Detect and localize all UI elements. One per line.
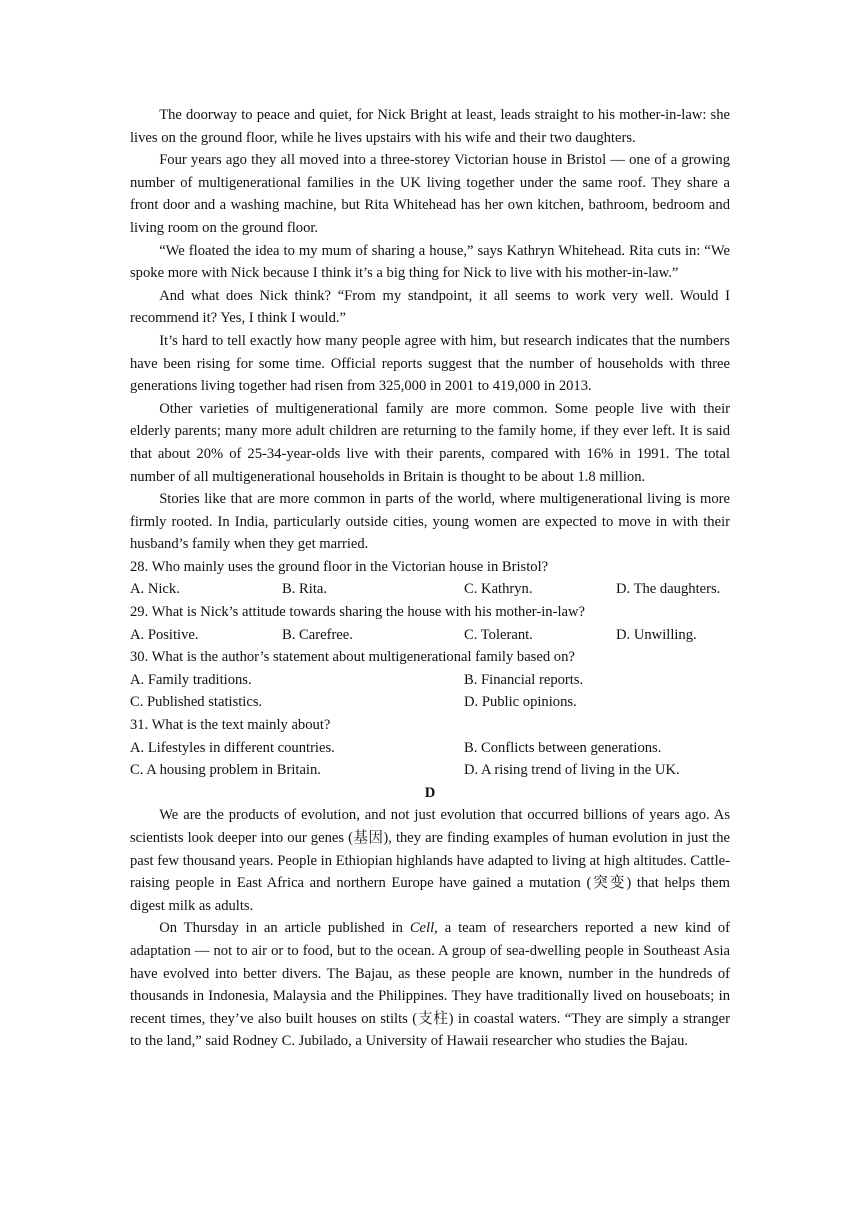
question-28-option-a: A. Nick. (130, 581, 180, 598)
passage-c-paragraph-2: Four years ago they all moved into a three-storey Victorian house in Bristol — one of a growing number of multigenerational families in the UK living together under the same roof. They share a front door and a washing machine, but Rita Whitehead has her own kitchen, bathroom, bedroom and living room on the ground floor. (130, 152, 730, 236)
passage-c-paragraph-5: It’s hard to tell exactly how many people agree with him, but research indicates that the numbers have been rising for some time. Official reports suggest that the number of households with three generations living together had risen from 325,000 in 2001 to 419,000 in 2013. (130, 332, 730, 395)
passage-c-paragraph-3: “We floated the idea to my mum of sharing a house,” says Kathryn Whitehead. Rita cuts in: “We spoke more with Nick because I think it’s a big thing for Nick to live with his mother-in-law.” (130, 242, 730, 282)
question-29-option-a: A. Positive. (130, 626, 199, 643)
passage-c-paragraph-7: Stories like that are more common in parts of the world, where multigenerational living is more firmly rooted. In India, particularly outside cities, young women are expected to move in with their husband’s family when they get married. (130, 491, 730, 553)
passage-d-paragraph-2 (130, 917, 730, 1053)
question-31-options-row-1 (130, 737, 730, 760)
question-29-stem: 29. What is Nick’s attitude towards sharing the house with his mother-in-law? (130, 604, 585, 621)
question-29-option-c: C. Tolerant. (464, 626, 533, 643)
passage-d-title: D (424, 784, 436, 801)
question-31-option-c: C. A housing problem in Britain. (130, 762, 321, 779)
passage-d-paragraph-2-before: On Thursday in an article published in (159, 920, 410, 937)
question-30-option-a: A. Family traditions. (130, 671, 252, 688)
passage-c-paragraph-6: Other varieties of multigenerational family are more common. Some people live with their elderly parents; many more adult children are returning to the family home, if they ever left. It is said that about 20% of 25-34-year-olds live with their parents, compared with 16% in 1991. The total number of all multigenerational households in Britain is thought to be about 1.8 million. (130, 400, 730, 485)
question-28-option-c: C. Kathryn. (464, 581, 533, 598)
question-31-option-d: D. A rising trend of living in the UK. (464, 762, 680, 779)
question-29-option-d: D. Unwilling. (616, 626, 697, 643)
question-30-option-b: B. Financial reports. (464, 671, 584, 688)
question-28-options (130, 578, 730, 601)
question-31-stem: 31. What is the text mainly about? (130, 717, 331, 734)
question-28-option-b: B. Rita. (282, 581, 327, 598)
question-28-stem: 28. Who mainly uses the ground floor in the Victorian house in Bristol? (130, 558, 549, 575)
question-30-options-row-2 (130, 691, 730, 714)
document-page (130, 104, 730, 1053)
passage-d-paragraph-1: We are the products of evolution, and not just evolution that occurred billions of years ago. As scientists look deeper into our genes (基因), they are finding examples of human evolution in just the past few thousand years. People in Ethiopian highlands have adapted to living at high altitudes. Cattle-raising people in East Africa and northern Europe have gained a mutation (突变) that helps them digest milk as adults. (130, 807, 730, 914)
question-30-options-row-1 (130, 669, 730, 692)
question-30-stem: 30. What is the author’s statement about multigenerational family based on? (130, 649, 575, 666)
passage-c-paragraph-4: And what does Nick think? “From my standpoint, it all seems to work very well. Would I recommend it? Yes, I think I would.” (130, 287, 730, 327)
question-28-option-d: D. The daughters. (616, 581, 721, 598)
question-30-option-d: D. Public opinions. (464, 694, 577, 711)
question-31-option-b: B. Conflicts between generations. (464, 739, 662, 756)
passage-d-paragraph-2-after: , a team of researchers reported a new kind of adaptation — not to air or to food, but to the ocean. A group of sea-dwelling people in Southeast Asia have evolved into better divers. The Bajau, as these people are known, number in the hundreds of thousands in Indonesia, Malaysia and the Philippines. They have traditionally lived on houseboats; in recent times, they’ve also built houses on stilts (支柱) in coastal waters. “They are simply a stranger to the land,” said Rodney C. Jubilado, a University of Hawaii researcher who studies the Bajau. (130, 920, 730, 1050)
passage-c-paragraph-1: The doorway to peace and quiet, for Nick Bright at least, leads straight to his mother-in-law: she lives on the ground floor, while he lives upstairs with his wife and their two daughters. (130, 107, 730, 146)
question-29-options (130, 624, 730, 647)
question-30-option-c: C. Published statistics. (130, 694, 263, 711)
journal-name-cell: Cell (409, 920, 435, 937)
question-31-option-a: A. Lifestyles in different countries. (130, 739, 335, 756)
question-29-option-b: B. Carefree. (282, 626, 353, 643)
question-31-options-row-2 (130, 759, 730, 782)
